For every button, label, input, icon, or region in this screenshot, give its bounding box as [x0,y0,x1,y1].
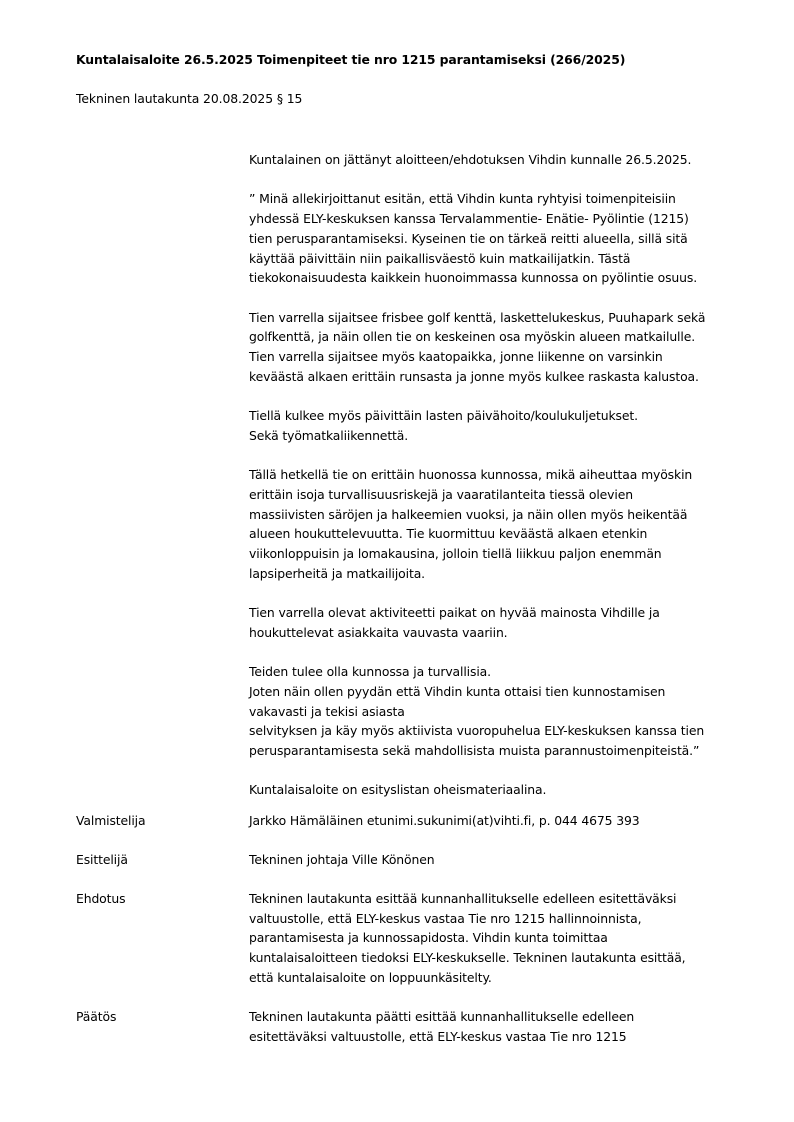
text-line: Tien varrella olevat aktiviteetti paikat on hyvää mainosta Vihdille ja [249,605,660,621]
text-line: houkuttelevat asiakkaita vauvasta vaariin. [249,624,508,640]
section-label: Valmistelija [76,813,146,828]
text-line: Tiellä kulkee myös päivittäin lasten päivähoito/koulukuljetukset. [249,408,638,424]
text-line: esitettäväksi valtuustolle, että ELY-keskus vastaa Tie nro 1215 [249,1028,627,1044]
text-line: käyttää päivittäin niin paikallisväestö kuin matkailijatkin. Tästä [249,250,631,266]
section-label: Esittelijä [76,852,128,867]
text-line: että kuntalaisaloite on loppuunkäsitelty. [249,969,492,985]
document-title: Kuntalaisaloite 26.5.2025 Toimenpiteet tie nro 1215 parantamiseksi (266/2025) [76,52,626,67]
text-line: perusparantamisesta sekä mahdollisista muista parannustoimenpiteistä.” [249,743,700,758]
text-line: Kuntalaisaloite on esityslistan oheismateriaalina. [249,782,547,798]
section-value [249,889,749,988]
paragraph-attachment-note [249,780,749,800]
text-line: Tällä hetkellä tie on erittäin huonossa kunnossa, mikä aiheuttaa myöskin [249,467,693,483]
section-value [249,811,749,831]
text-line: erittäin isoja turvallisuusriskejä ja vaaratilanteita tiessä olevien [249,486,633,502]
text-line: lapsiperheitä ja matkailijoita. [249,565,425,581]
text-line: Tien varrella sijaitsee myös kaatopaikka, jonne liikenne on varsinkin [249,349,663,364]
text-line: Sekä työmatkaliikennettä. [249,427,409,443]
text-line: golfkenttä, ja näin ollen tie on keskeinen osa myöskin alueen matkailulle. [249,329,696,345]
section-value [249,850,749,870]
text-line: Jarkko Hämäläinen etunimi.sukunimi(at)vihti.fi, p. 044 4675 393 [249,813,640,828]
text-line: vakavasti ja tekisi asiasta [249,703,405,719]
section-label: Päätös [76,1009,117,1024]
text-line: tien perusparantamiseksi. Kyseinen tie on tärkeä reitti alueella, sillä sitä [249,230,688,246]
paragraph-request [249,662,749,761]
text-line: Tekninen lautakunta esittää kunnanhallitukselle edelleen esitettäväksi [249,891,677,906]
text-line: viikonloppuisin ja lomakausina, jolloin tiellä liikkuu paljon enemmän [249,546,662,561]
text-line: Tekninen johtaja Ville Könönen [249,852,435,867]
text-line: yhdessä ELY-keskuksen kanssa Tervalammentie- Enätie- Pyölintie (1215) [249,211,689,227]
initiative-text [249,150,749,800]
text-line: tiekokonaisuudesta kaikkein huonoimmassa kunnossa on pyölintie osuus. [249,270,698,286]
text-line: massiivisten säröjen ja halkeemien vuoksi, ja näin ollen myös heikentää [249,506,688,522]
text-line: kuntalaisaloitteen tiedoksi ELY-keskukselle. Tekninen lautakunta esittää, [249,950,686,966]
text-line: keväästä alkaen erittäin runsasta ja jonne myös kulkee raskasta kalustoa. [249,368,699,384]
section-label: Ehdotus [76,891,126,906]
text-line: alueen houkuttelevuutta. Tie kuormittuu keväästä alkaen etenkin [249,526,648,542]
paragraph-condition [249,465,749,583]
paragraph-intro [249,150,749,170]
text-line: Kuntalainen on jättänyt aloitteen/ehdotuksen Vihdin kunnalle 26.5.2025. [249,152,692,167]
paragraph-traffic [249,406,749,445]
section-value [249,1007,749,1046]
text-line: Tekninen lautakunta päätti esittää kunnanhallitukselle edelleen [249,1009,635,1024]
meeting-reference: Tekninen lautakunta 20.08.2025 § 15 [76,91,303,106]
paragraph-activities [249,603,749,642]
text-line: Teiden tulee olla kunnossa ja turvallisia. [249,664,491,680]
text-line: valtuustolle, että ELY-keskus vastaa Tie nro 1215 hallinnoinnista, [249,910,642,926]
text-line: ” Minä allekirjoittanut esitän, että Vihdin kunta ryhtyisi toimenpiteisiin [249,191,676,207]
paragraph-proposal [249,189,749,288]
paragraph-attractions [249,308,749,387]
text-line: selvityksen ja käy myös aktiivista vuoropuhelua ELY-keskuksen kanssa tien [249,723,705,739]
text-line: parantamisesta ja kunnossapidosta. Vihdin kunta toimittaa [249,930,608,946]
text-line: Tien varrella sijaitsee frisbee golf kenttä, laskettelukeskus, Puuhapark sekä [249,309,706,325]
text-line: Joten näin ollen pyydän että Vihdin kunta ottaisi tien kunnostamisen [249,683,666,699]
